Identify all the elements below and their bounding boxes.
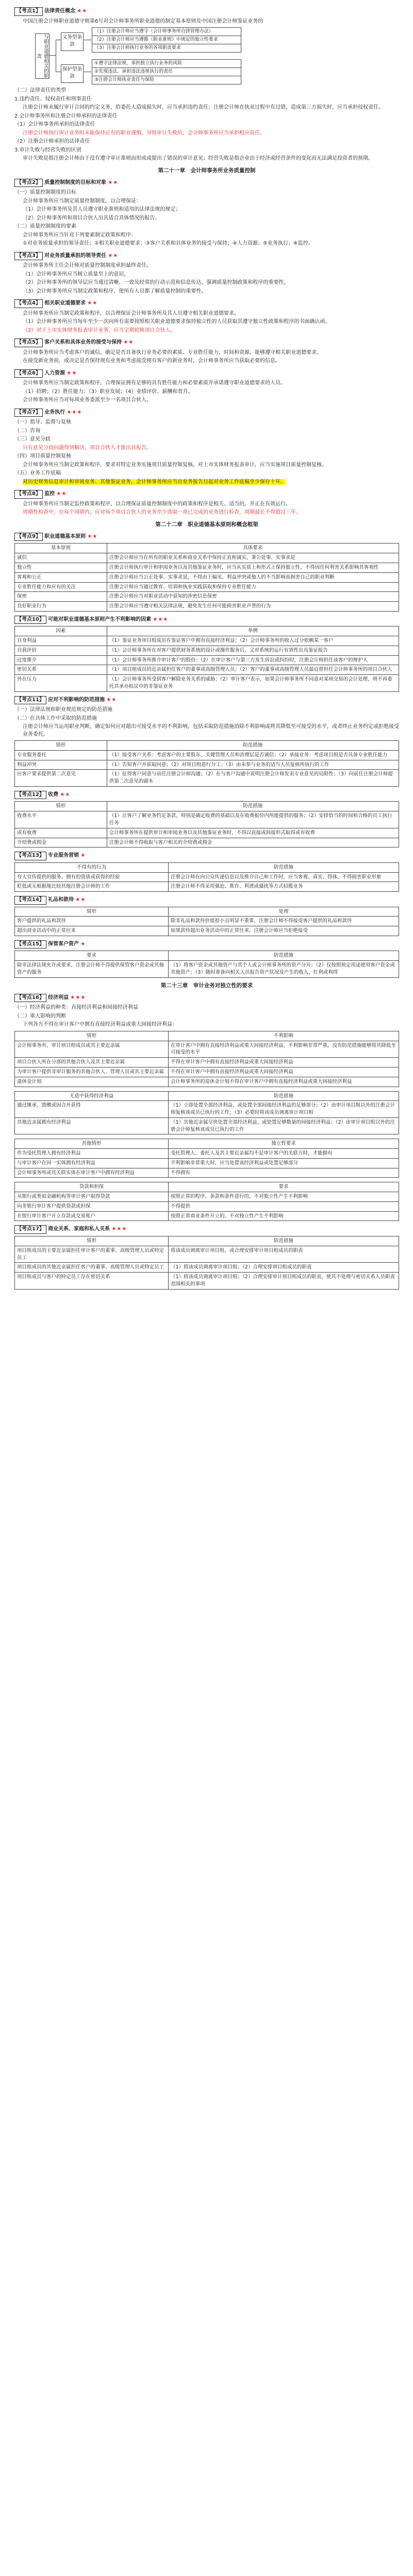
- kp4-line: （2）对于上市实体财务报表审计业务，应当定期轮换项目合伙人。: [23, 327, 176, 333]
- kp1-line: 3.审计失败与经营失败的区别: [14, 147, 81, 153]
- kp3-tag: 【考点3】: [14, 252, 43, 261]
- table-row: [15, 1158, 399, 1168]
- table-row: [15, 1041, 399, 1058]
- kp1-line: （二）法律责任的类型: [14, 88, 66, 93]
- table-cell: （1）项目组成员的近亲属担任客户的董事或高级管理人员；（2）客户的董事或高级管理人员最近曾担任会计师事务所的项目合伙人: [107, 665, 399, 675]
- kp1-line: 注册会计师执行审计业务时未能保持应有的职业谨慎，导致审计失败的，会计师事务所应当承担相应责任。: [23, 130, 265, 136]
- table-row: [15, 636, 399, 646]
- table-cell: 夸大宣传提供的服务、拥有的资质或获得的经验: [15, 872, 169, 882]
- table-row: [15, 1201, 399, 1211]
- inadvertent-interest-table: [14, 1091, 399, 1135]
- kp10-heading: [14, 616, 399, 624]
- kp1-line: 1.违约责任、侵权责任和刑事责任: [14, 96, 92, 102]
- kp3-title: 对业务质量承担的领导责任: [44, 252, 107, 259]
- kp15-stars: ★: [80, 941, 86, 947]
- kp9-tag: 【考点9】: [14, 533, 43, 541]
- chapter-22-title: 第二十二章 职业道德基本原则和概念框架: [155, 521, 258, 528]
- table-row: [15, 563, 399, 572]
- kp16-stars: ★★★: [70, 994, 86, 1001]
- table-header: 具体要求: [107, 544, 399, 553]
- kp6-tag: 【考点6】: [14, 369, 43, 378]
- kp7-line: （一）指导、监督与复核: [14, 419, 71, 426]
- table-cell: 客户提供的礼品和款待: [15, 917, 169, 926]
- kp7-highlight: 对历史财务信息审计和审阅业务、其他鉴证业务，会计师事务所应当自业务报告日起对业务工作底稿至少保存十年。: [23, 479, 286, 485]
- table-row: [15, 1149, 399, 1159]
- safeguards-table: [14, 740, 399, 787]
- kp6-line: （1）招聘；（2）胜任能力；（3）职业发展；（4）业绩评价、薪酬和晋升。: [23, 388, 193, 395]
- table-cell: 项目组成员的主要近亲属担任审计客户的董事、高级管理人员或特定员工: [15, 1246, 169, 1263]
- table-cell: 为审计客户提供非审计服务的其他合伙人、管理人员或其主要近亲属: [15, 1067, 169, 1077]
- kp6-line: 会计师事务所应当对每项业务委派至少一名项目合伙人。: [23, 397, 152, 403]
- table-cell: 自身利益: [15, 636, 107, 646]
- kp4-line: 会计师事务所应当制定政策和程序，以合理保证会计师事务所及其人员遵守相关职业道德要求。: [23, 310, 239, 316]
- kp2-title: 质量控制制度的目标和对象: [44, 179, 107, 185]
- kp14-tag: 【考点14】: [14, 896, 46, 905]
- kp2-stars: ★★: [108, 179, 119, 185]
- table-cell: 注册会计师应当遵守相关法律法规，避免发生任何可能损害职业声誉的行为: [107, 602, 399, 612]
- ch21-line: ①对业务质量承担的领导责任；②相关职业道德要求；③客户关系和具体业务的接受与保持；④人力资源；⑤业务执行；⑥监控。: [23, 241, 313, 247]
- marketing-table: [14, 862, 399, 892]
- table-row: [15, 926, 399, 936]
- table-header: 要求: [15, 951, 169, 961]
- table-row: [15, 838, 399, 848]
- kp15-tag: 【考点15】: [14, 940, 46, 949]
- table-cell: 注册会计师应当公正处事、实事求是，不得由于偏见、利益冲突或他人的不当影响而损害自己的职业判断: [107, 572, 399, 582]
- table-row: [15, 592, 399, 602]
- kp11-title: 应对不利影响的防范措施: [48, 697, 105, 703]
- table-header: 防范措施: [107, 802, 399, 811]
- table-cell: 良好职业行为: [15, 602, 107, 612]
- table-cell: 会计师事务所或其关联实体在审计客户中拥有经济利益: [15, 1168, 169, 1178]
- table-cell: 注册会计师执行审计和审阅业务以及其他鉴证业务时，应当从实质上和形式上保持独立性，不得因任何利害关系影响其客观性: [107, 563, 399, 572]
- table-header: 不利影响: [169, 1031, 399, 1041]
- kp3-line: （1）会计师事务所应当树立质量至上的意识，: [23, 271, 129, 277]
- table-cell: （1）其他近亲属尽快处置全部经济利益，或处置足够数量的间接经济利益；（2）由审计项目组以外的注册会计师复核该成员已执行的工作: [169, 1117, 399, 1134]
- table-header: 情形: [15, 741, 107, 751]
- table-header: 防范措施: [169, 951, 399, 961]
- kp6-title: 人力资源: [44, 370, 65, 376]
- kp9-stars: ★★: [87, 533, 98, 539]
- client-assets-table: [14, 951, 399, 977]
- chapter-21-title: 第二十一章 会计师事务所业务质量控制: [158, 167, 256, 174]
- table-row: [15, 1211, 399, 1221]
- table-cell: 应客户要求提供第二次意见: [15, 770, 107, 787]
- table-row: [15, 665, 399, 675]
- table-cell: 注册会计师在向公众传递信息以及推介自己和工作时，应当客观、真实、得体，不得损害职业形象: [169, 872, 399, 882]
- table-cell: 在审计客户中拥有直接经济利益或重大间接经济利益，不利影响非常严重，没有防范措施能够将其降低至可接受的水平: [169, 1041, 399, 1058]
- kp10-tag: 【考点10】: [14, 616, 46, 624]
- table-row: [15, 760, 399, 770]
- chapter-23-title: 第二十三章 审计业务对独立性的要求: [160, 982, 253, 989]
- kp4-stars: ★★: [87, 300, 98, 307]
- table-cell: （1）立即处置全部经济利益，或处置全部间接经济利益的足够部分；（2）由审计项目组以外的注册会计师复核该成员已执行的工作；（3）必要时将该成员调离审计项目组: [169, 1101, 399, 1118]
- kp12-title: 收费: [48, 791, 59, 798]
- table-row: [15, 646, 399, 655]
- kp3-stars: ★★: [108, 252, 119, 259]
- ch23-line: （二）重大影响的判断: [14, 1013, 66, 1019]
- ch21-line: （2）会计师事务所和项目合伙人出具适合具体情况的报告。: [23, 215, 160, 221]
- table-row: [15, 1263, 399, 1273]
- diagram-leaf-1: （1）注册会计师应当遵守（会计师事务所自律管理办法）: [92, 27, 241, 36]
- table-cell: 与审计客户在同一实体拥有经济利益: [15, 1158, 169, 1168]
- table-cell: （1）会计师事务所推介审计客户的股份；（2）在审计客户与第三方发生诉讼或纠纷时，注册会计师担任该客户的辩护人: [107, 655, 399, 665]
- table-cell: 自我评价: [15, 646, 107, 655]
- kp12-heading: [14, 791, 399, 800]
- loans-table: [14, 1182, 399, 1221]
- diagram-leaf-4: ①遵守法律法规，承担独立执行业务的风险: [92, 59, 241, 68]
- table-header: 防范措施: [169, 862, 399, 872]
- table-header: 其他情形: [15, 1139, 169, 1149]
- table-row: [15, 675, 399, 692]
- table-cell: （1）让客户了解业务约定条款，特别是确定收费的基础以及在收费报价内所能提供的服务；（2）安排恰当的时间和合格的员工执行任务: [107, 811, 399, 828]
- kp9-heading: [14, 533, 399, 541]
- table-cell: 贬低或无根据地比较其他注册会计师的工作: [15, 882, 169, 892]
- table-header: 独立性要求: [169, 1139, 399, 1149]
- kp7-line: （五）业务工作底稿: [14, 470, 61, 477]
- kp17-tag: 【考点17】: [14, 1225, 46, 1234]
- kp7-title: 业务执行: [44, 409, 65, 415]
- table-cell: （1）告知客户并获取同意；（2）对项目组进行分工；（3）由未参与业务的适当人员复核所执行的工作: [107, 760, 399, 770]
- table-cell: 专业胜任能力和应有的关注: [15, 582, 107, 592]
- table-row: [15, 572, 399, 582]
- diagram-mid-bottom: 保护型条款: [61, 64, 84, 83]
- table-row: [15, 655, 399, 665]
- kp11-heading: [14, 696, 399, 705]
- table-cell: （1）将该成员调离审计项目组；（2）合理安排审计项目组成员的职责，使其不处理与密切关系人员职责范围相关的事项: [169, 1273, 399, 1290]
- table-cell: 客观和公正: [15, 572, 107, 582]
- kp7-line: [14, 479, 399, 486]
- table-cell: 利益冲突: [15, 760, 107, 770]
- ch21-line: （二）质量控制制度的要素: [14, 224, 76, 230]
- kp4-title: 相关职业道德要求: [44, 300, 86, 307]
- table-row: [15, 872, 399, 882]
- kp1-line: 2.会计师事务所和注册会计师承担的法律责任: [14, 113, 118, 119]
- table-cell: （1）鉴证业务项目组成员在鉴证客户中拥有直接经济利益；（2）会计师事务所的收入过分依赖某一客户: [107, 636, 399, 646]
- kp9-title: 职业道德基本原则: [44, 533, 86, 539]
- ch21-line: （1）会计师事务所及其人员遵守职业准则和适用的法律法规的规定；: [23, 207, 181, 213]
- table-cell: 受托管理人、委托人及其主要近亲属均不是审计客户的关联方时，才能拥有: [169, 1149, 399, 1159]
- table-header: 因素: [15, 626, 107, 636]
- kp8-line: 周期性检查中，在每个周期内，应对每个项目合伙人的业务至少选取一项已完成的业务进行检查，周期最长不得超过三年。: [23, 510, 301, 516]
- table-row: [15, 1168, 399, 1178]
- kp1-tag: 【考点1】: [14, 7, 43, 16]
- kp8-title: 监控: [44, 491, 55, 497]
- kp10-title: 可能对职业道德基本原则产生不利影响的因素: [48, 616, 152, 622]
- table-header: 情形: [15, 907, 169, 917]
- table-cell: 项目合伙人所在分部的其他合伙人及其主要近亲属: [15, 1058, 169, 1067]
- table-cell: 注册会计师应当对职业活动中获知的涉密信息保密: [107, 592, 399, 602]
- kp14-heading: [14, 896, 399, 905]
- table-cell: 不利影响非常重大时，应当处置该经济利益或处置足够部分: [169, 1158, 399, 1168]
- kp15-heading: [14, 940, 399, 949]
- table-cell: 项目组成员的其他近亲属担任客户的董事、高级管理人员或特定员工: [15, 1263, 169, 1273]
- table-cell: 按照正常的程序、条款和条件进行的，不对独立性产生不利影响: [169, 1192, 399, 1202]
- kp4-line: （1）会计师事务所应当每年至少一次向所有需要按照相关职业道德要求保持独立性的人员获取其遵守独立性政策和程序的书面确认函。: [23, 319, 331, 325]
- kp17-stars: ★★★: [111, 1226, 127, 1232]
- table-cell: 从银行或类似金融机构等审计客户取得贷款: [15, 1192, 169, 1202]
- table-header: 防范措施: [169, 1236, 399, 1246]
- ch23-line: （一）经济利益的种类：直接经济利益和间接经济利益: [14, 1005, 138, 1011]
- table-row: [15, 882, 399, 892]
- kp14-stars: ★★: [75, 897, 86, 903]
- table-cell: 退休金计划: [15, 1077, 169, 1087]
- kp1-line: （1）会计师事务所承担的法律责任: [14, 122, 95, 127]
- kp4-heading: [14, 299, 399, 308]
- table-header: 举例: [107, 626, 399, 636]
- table-cell: 将该成员调离审计项目组，或合理安排审计项目组成员的职责: [169, 1246, 399, 1263]
- kp15-title: 保管客户资产: [48, 941, 79, 947]
- table-cell: 注册会计师应当通过教育、培训和执业实践获取和保持专业胜任能力: [107, 582, 399, 592]
- table-cell: 过度推介: [15, 655, 107, 665]
- table-cell: （1）接受客户关系：考虑客户的主要股东、关键管理人员和治理层是否诚信；（2）承接业务：考虑项目组是否具备专业胜任能力: [107, 750, 399, 760]
- kp7-stars: ★★★: [67, 409, 82, 415]
- table-cell: 或有收费: [15, 828, 107, 838]
- table-cell: 介绍费或佣金: [15, 838, 107, 848]
- kp11-line: 注册会计师应当运用职业判断，确定如何应对超出可接受水平的不利影响，包括采取防范措施消除不利影响或将其降低至可接受的水平，或者终止业务约定或拒绝接受业务委托。: [23, 724, 399, 737]
- fees-table: [14, 801, 399, 848]
- table-cell: 不得拥有: [169, 1168, 399, 1178]
- table-cell: 诚信: [15, 553, 107, 563]
- kp11-stars: ★★: [106, 697, 117, 703]
- kp12-stars: ★★: [60, 791, 71, 798]
- financial-interest-table: [14, 1031, 399, 1087]
- table-cell: 除非礼品和款待价值很小且明显不重要，注册会计师不得接受客户提供的礼品和款待: [169, 917, 399, 926]
- duty-diagram: [35, 27, 399, 84]
- table-row: [15, 1058, 399, 1067]
- table-cell: 通过继承、馈赠或因合并获得: [15, 1101, 169, 1118]
- threats-table: [14, 626, 399, 691]
- kp7-line: （四）项目质量控制复核: [14, 453, 71, 460]
- table-cell: 会计师事务所在提供审计和审阅业务以及其他鉴证业务时，不得以直接或间接形式取得或有收费: [107, 828, 399, 838]
- diagram-mid-top: 义务型条款: [61, 32, 84, 51]
- kp6-stars: ★★: [67, 370, 77, 376]
- kp11-line: （一）法律法规和职业规范规定的防范措施: [14, 707, 112, 713]
- table-cell: 其他近亲属拥有经济利益: [15, 1117, 169, 1134]
- table-cell: 项目组成员与客户的特定员工存在密切关系: [15, 1273, 169, 1290]
- table-cell: （1）会计师事务所在对客户提供财务系统的设计或操作服务后，又对系统的运行有效性出具鉴证报告: [107, 646, 399, 655]
- table-cell: 注册会计师不得收取与客户相关的介绍费或佣金: [107, 838, 399, 848]
- kp5-line: 在接受新业务前，或决定是否保持现有业务和考虑接受现有客户的新业务时，会计师事务所应当获取必要的信息。: [23, 358, 280, 364]
- table-row: [15, 1246, 399, 1263]
- ch23-line: 下列各方不得在审计客户中拥有直接经济利益或重大间接经济利益：: [23, 1022, 177, 1028]
- table-cell: 密切关系: [15, 665, 107, 675]
- kp7-line: （三）意见分歧: [14, 436, 51, 443]
- table-header: 情形: [15, 1031, 169, 1041]
- table-cell: 注册会计师不得采用强迫、欺诈、利诱或骚扰等方式招揽业务: [169, 882, 399, 892]
- table-cell: 独立性: [15, 563, 107, 572]
- table-cell: 按照正常商业条件开立的，不对独立性产生不利影响: [169, 1211, 399, 1221]
- kp16-title: 经济利益: [48, 994, 69, 1001]
- table-row: [15, 602, 399, 612]
- kp8-line: 会计师事务所应当制定监控政策和程序，以合理保证质量控制制度中的政策和程序是相关、适当的，并正在有效运行。: [23, 501, 291, 507]
- table-cell: （1）会计师事务所受到客户解除业务关系的威胁；（2）审计客户表示，如果会计师事务所不同意对某项交易的会计处理，则不再委托其承办拟议中的非鉴证业务: [107, 675, 399, 692]
- kp3-heading: [14, 252, 399, 261]
- kp6-heading: [14, 369, 399, 378]
- table-row: [15, 582, 399, 592]
- kp1-intro: 中国注册会计师职业道德守则第6号对会计师事务所职业道德的制定基本原则及中国注册会计师鉴证业务的: [23, 18, 263, 24]
- document-page: [14, 3, 399, 1294]
- kp5-line: 会计师事务所应当考虑客户的诚信，确定是否具备执行业务必要的素质、专业胜任能力、时间和资源，能够遵守相关职业道德要求。: [23, 349, 322, 355]
- gifts-table: [14, 907, 399, 936]
- table-cell: 不得在审计客户中拥有直接经济利益或重大间接经济利益: [169, 1058, 399, 1067]
- kp13-heading: [14, 852, 399, 860]
- table-cell: 会计师事务所的退休金计划不得在审计客户中拥有直接经济利益或重大间接经济利益: [169, 1077, 399, 1087]
- kp7-line: （二）咨询: [14, 428, 40, 434]
- table-row: [15, 828, 399, 838]
- kp11-line: （二）在具体工作中采取的防范措施: [14, 715, 97, 721]
- kp8-stars: ★★: [56, 491, 67, 497]
- table-cell: 收费水平: [15, 811, 107, 828]
- table-row: [15, 770, 399, 787]
- kp1-title: 法律责任概念: [44, 8, 76, 14]
- table-row: [15, 1101, 399, 1118]
- kp7-line: 会计师事务所应当制定政策和程序，要求对特定业务实施项目质量控制复核。对上市实体财务报表审计，应当实施项目质量控制复核。: [23, 462, 327, 468]
- table-row: [15, 811, 399, 828]
- table-header: 基本原则: [15, 544, 107, 553]
- table-header: 防范措施: [107, 741, 399, 751]
- table-header: 情形: [15, 802, 107, 811]
- kp1-line: （2）注册会计师承担的法律责任: [14, 139, 90, 144]
- kp13-title: 专业服务营销: [48, 853, 79, 859]
- kp16-heading: [14, 994, 399, 1003]
- table-row: [15, 1117, 399, 1134]
- ch21-line: 会计师事务所应当针对下列要素制定政策和程序：: [23, 232, 136, 238]
- table-header: 贷款和担保: [15, 1182, 169, 1192]
- diagram-root: 与职业道德相关的职责: [36, 34, 48, 78]
- relationships-table: [14, 1236, 399, 1290]
- kp1-stars: ★★: [77, 8, 88, 14]
- kp1-line: 注册会计师未履行审计合同的约定义务，给委托人造成损失时，应当承担违约责任；注册会计师在执业过程中有过错，造成第三方损失时，应当承担侵权责任。: [23, 105, 384, 110]
- diagram-leaf-2: （2）注册会计师应当遵循《职业准则》中规定的独立性要求: [92, 36, 241, 44]
- kp7-heading: [14, 409, 399, 417]
- table-cell: 保密: [15, 592, 107, 602]
- table-cell: （1）将客户资金或其他资产与其个人或会计师事务所的资产分开；（2）仅按照预定用途使用客户资金或其他资产；（3）随时准备向相关人员报告资产状况及产生的收入、红利或利得: [169, 961, 399, 978]
- kp7-line: 只有意见分歧问题得到解决，项目合伙人才能出具报告。: [23, 445, 152, 451]
- table-cell: 除非法律法规允许或要求，注册会计师不得提供保管客户资金或其他资产的服务: [15, 961, 169, 978]
- table-cell: 向非银行审计客户提供贷款或担保: [15, 1201, 169, 1211]
- table-cell: 作为受托管理人拥有经济利益: [15, 1149, 169, 1159]
- other-interest-table: [14, 1139, 399, 1178]
- diagram-leaf-3: （3）注册会计师执行业务的各项职责要求: [92, 44, 241, 53]
- table-cell: 会计师事务所、审计项目组成员或其主要近亲属: [15, 1041, 169, 1058]
- table-cell: 如果款待超出业务活动中的正常往来，注册会计师应当拒绝接受: [169, 926, 399, 936]
- table-row: [15, 1192, 399, 1202]
- kp16-tag: 【考点16】: [14, 994, 46, 1003]
- kp13-tag: 【考点13】: [14, 852, 46, 860]
- kp3-line: 会计师事务所主任会计师对质量控制制度承担最终责任。: [23, 263, 152, 269]
- ch21-line: 会计师事务所应当制定质量控制制度，以合理保证：: [23, 198, 141, 204]
- diagram-leaf-5: ②发现违法，承担违法违规执行的责任: [92, 67, 241, 76]
- diagram-leaf-6: ③注册会计师执业责任与保险: [92, 76, 241, 84]
- table-header: 要求: [169, 1182, 399, 1192]
- kp4-tag: 【考点4】: [14, 299, 43, 308]
- ch21-line: （一）质量控制制度的目标: [14, 190, 76, 196]
- kp5-heading: [14, 338, 399, 347]
- table-header: 无意中获得经济利益: [15, 1091, 169, 1101]
- kp5-stars: ★★: [123, 340, 134, 346]
- table-cell: 注册会计师应当在所有的职业关系和商业关系中保持正直和诚实，秉公处事、实事求是: [107, 553, 399, 563]
- kp2-tag: 【考点2】: [14, 179, 43, 188]
- table-cell: 在银行审计客户开立存款或交易账户: [15, 1211, 169, 1221]
- kp8-heading: [14, 490, 399, 499]
- kp17-heading: [14, 1225, 399, 1234]
- table-cell: （1）将该成员调离审计项目组；（2）合理安排项目组成员的职责: [169, 1263, 399, 1273]
- kp17-title: 商业关系、家庭和私人关系: [48, 1226, 110, 1232]
- table-row: [15, 917, 399, 926]
- table-row: [15, 1067, 399, 1077]
- table-header: 处理: [169, 907, 399, 917]
- kp5-tag: 【考点5】: [14, 338, 43, 347]
- kp2-heading: [14, 179, 399, 188]
- table-row: [15, 553, 399, 563]
- kp10-stars: ★★★: [153, 616, 169, 622]
- table-cell: 不得提供: [169, 1201, 399, 1211]
- table-row: [15, 750, 399, 760]
- table-header: 情形: [15, 1236, 169, 1246]
- kp11-tag: 【考点11】: [14, 696, 46, 705]
- table-cell: 不得在审计客户中拥有直接经济利益或重大间接经济利益: [169, 1067, 399, 1077]
- table-cell: 超出商业活动中的正常往来: [15, 926, 169, 936]
- table-row: [15, 1077, 399, 1087]
- table-row: [15, 1273, 399, 1290]
- kp3-line: （2）会计师事务所的领导层应当通过清晰、一致及经常的行动示范和信息传达，强调质量控制政策和程序的重要性。: [23, 280, 289, 286]
- table-cell: 专业服务委托: [15, 750, 107, 760]
- kp7-tag: 【考点7】: [14, 409, 43, 417]
- kp6-line: 会计师事务所应当制定政策和程序，合理保证拥有足够的具有胜任能力和必要素质并承诺遵守职业道德要求的人员。: [23, 380, 286, 386]
- kp14-title: 礼品和款待: [48, 897, 74, 903]
- table-header: 不得有的行为: [15, 862, 169, 872]
- table-row: [15, 961, 399, 978]
- principles-table: [14, 543, 399, 611]
- kp3-line: （3）会计师事务所应当制定政策和程序，使所有人员都了解质量控制的重要性。: [23, 288, 207, 294]
- kp5-title: 客户关系和具体业务的接受与保持: [44, 340, 122, 346]
- kp1-line: 审计失败是指注册会计师由于没有遵守审计准则而形成或提出了错误的审计意见；经营失败是指企业由于经济或经营条件的变化而无法满足投资者的预期。: [23, 156, 373, 161]
- kp12-tag: 【考点12】: [14, 791, 46, 800]
- kp8-tag: 【考点8】: [14, 490, 43, 499]
- kp13-stars: ★: [80, 853, 86, 859]
- table-header: 防范措施: [169, 1091, 399, 1101]
- kp1-heading: [14, 7, 399, 16]
- table-cell: （1）征得客户同意与前任注册会计师沟通；（2）在与客户沟通中说明注册会计师发表专业意见的局限性；（3）向前任注册会计师提供第二次意见的副本: [107, 770, 399, 787]
- table-cell: 外在压力: [15, 675, 107, 692]
